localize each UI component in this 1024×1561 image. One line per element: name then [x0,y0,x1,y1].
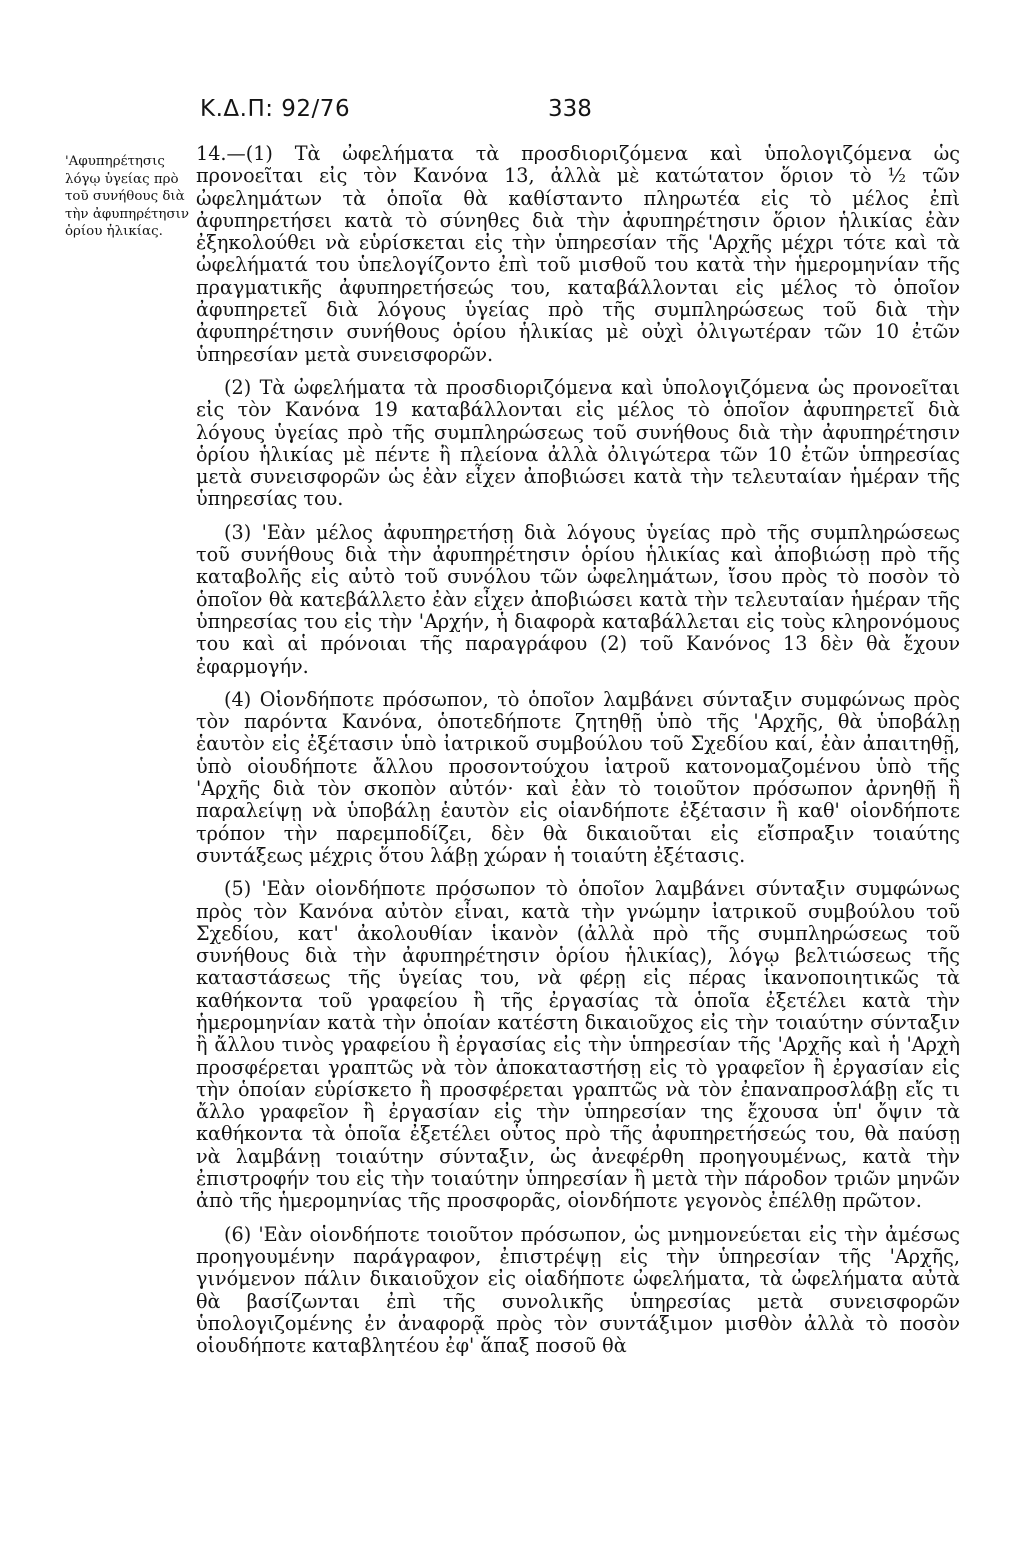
paragraph-2: (2) Τὰ ὠφελήματα τὰ προσδιοριζόμενα καὶ ὑπολογιζόμενα ὡς προνοεῖται εἰς τὸν Κανόνα 19 καταβάλλονται εἰς μέλος τὸ ὁποῖον ἀφυπηρετεῖ διὰ λόγους ὑγείας πρὸ τῆς συμπληρώσεως τοῦ συνήθους διὰ τὴν ἀφυπηρέτησιν ὁρίου ἡλικίας μὲ πέντε ἢ πλείονα ἀλλὰ ὀλιγώτερα τῶν 10 ἐτῶν ὑπηρεσίας μετὰ συνεισφορῶν ὡς ἐὰν εἶχεν ἀποβιώσει κατὰ τὴν τελευταίαν ἡμέραν τῆς ὑπηρεσίας του. [196,375,960,511]
body-text [196,143,960,1368]
page-number: 338 [548,96,592,122]
paragraph-5: (5) 'Εὰν οἱονδήποτε πρόσωπον τὸ ὁποῖον λαμβάνει σύνταξιν συμφώνως πρὸς τὸν Κανόνα αὐτὸν εἶναι, κατὰ τὴν γνώμην ἰατρικοῦ συμβούλου τοῦ Σχεδίου, κατ' ἀκολουθίαν ἱκανὸν (ἀλλὰ πρὸ τῆς συμπληρώσεως τοῦ συνήθους διὰ τὴν ἀφυπηρέτησιν ὁρίου ἡλικίας), λόγῳ βελτιώσεως τῆς καταστάσεως τῆς ὑγείας του, νὰ φέρῃ εἰς πέρας ἱκανοποιητικῶς τὰ καθήκοντα τοῦ γραφείου ἢ τῆς ἐργασίας τὰ ὁποῖα ἐξετέλει κατὰ τὴν ἡμερομηνίαν κατὰ τὴν ὁποίαν κατέστη δικαιοῦχος εἰς τὴν τοιαύτην σύνταξιν ἢ ἄλλου τινὸς γραφείου ἢ ἐργασίας εἰς τὴν ὑπηρεσίαν τῆς 'Αρχῆς καὶ ἡ 'Αρχὴ προσφέρεται γραπτῶς νὰ τὸν ἀποκαταστήσῃ εἰς τὸ γραφεῖον ἢ ἐργασίαν εἰς τὴν ὁποίαν εὑρίσκετο ἢ προσφέρεται γραπτῶς νὰ τὸν ἐπαναπροσλάβῃ εἴς τι ἄλλο γραφεῖον ἢ ἐργασίαν εἰς τὴν ὑπηρεσίαν της ἔχουσα ὑπ' ὄψιν τὰ καθήκοντα τὰ ὁποῖα ἐξετέλει οὗτος πρὸ τῆς ἀφυπηρετήσεώς του, θὰ παύσῃ νὰ λαμβάνῃ τοιαύτην σύνταξιν, ὡς ἀνεφέρθη προηγουμένως, κατὰ τὴν ἐπιστροφήν του εἰς τὴν τοιαύτην ὑπηρεσίαν ἢ μετὰ τὴν πάροδον τριῶν μηνῶν ἀπὸ τῆς ἡμερομηνίας τῆς προσφορᾶς, οἱονδήποτε γεγονὸς ἐπέλθῃ πρῶτον. [196,877,960,1213]
paragraph-1: 14.—(1) Τὰ ὠφελήματα τὰ προσδιοριζόμενα καὶ ὑπολογιζόμενα ὡς προνοεῖται εἰς τὸν Κανόνα 13, ἀλλὰ μὲ κατώτατον ὅριον τὸ ½ τῶν ὠφελημάτων τὰ ὁποῖα θὰ καθίσταντο πληρωτέα εἰς τὸ μέλος ἐπὶ ἀφυπηρετήσει κατὰ τὸ σύνηθες διὰ τὴν ἀφυπηρέτησιν ὅριον ἡλικίας ἐὰν ἐξηκολούθει νὰ εὑρίσκεται εἰς τὴν ὑπηρεσίαν τῆς 'Αρχῆς μέχρι τότε καὶ τὰ ὠφελήματά του ὑπελογίζοντο ἐπὶ τοῦ μισθοῦ του κατὰ τὴν ἡμερομηνίαν τῆς πραγματικῆς ἀφυπηρετήσεώς του, καταβάλλονται εἰς μέλος τὸ ὁποῖον ἀφυπηρετεῖ διὰ λόγους ὑγείας πρὸ τῆς συμπληρώσεως τοῦ διὰ τὴν ἀφυπηρέτησιν συνήθους ὁρίου ἡλικίας μὲ οὐχὶ ὀλιγωτέραν τῶν 10 ἐτῶν ὑπηρεσίαν μετὰ συνεισφορῶν. [196,142,960,366]
paragraph-4: (4) Οἱονδήποτε πρόσωπον, τὸ ὁποῖον λαμβάνει σύνταξιν συμφώνως πρὸς τὸν παρόντα Κανόνα, ὁποτεδήποτε ζητηθῇ ὑπὸ τῆς 'Αρχῆς, θὰ ὑποβάλῃ ἑαυτὸν εἰς ἐξέτασιν ὑπὸ ἰατρικοῦ συμβούλου τοῦ Σχεδίου καί, ἐὰν ἀπαιτηθῇ, ὑπὸ οἱουδήποτε ἄλλου προσοντούχου ἰατροῦ κατονομαζομένου ὑπὸ τῆς 'Αρχῆς διὰ τὸν σκοπὸν αὐτόν· καὶ ἐὰν τὸ τοιοῦτον πρόσωπον ἀρνηθῇ ἢ παραλείψῃ νὰ ὑποβάλῃ ἑαυτὸν εἰς οἱανδήποτε ἐξέτασιν ἢ καθ' οἱονδήποτε τρόπον τὴν παρεμποδίζει, δὲν θὰ δικαιοῦται εἰς εἴσπραξιν τοιαύτης συντάξεως μέχρις ὅτου λάβῃ χώραν ἡ τοιαύτη ἐξέτασις. [196,687,960,867]
margin-note: 'Αφυπηρέτησις λόγῳ ὑγείας πρὸ τοῦ συνήθους διὰ τὴν ἀφυπηρέτησιν ὁρίου ἡλικίας. [65,154,189,240]
paragraph-3: (3) 'Εὰν μέλος ἀφυπηρετήσῃ διὰ λόγους ὑγείας πρὸ τῆς συμπληρώσεως τοῦ συνήθους διὰ τὴν ἀφυπηρέτησιν ὁρίου ἡλικίας καὶ ἀποβιώσῃ πρὸ τῆς καταβολῆς εἰς αὐτὸ τοῦ συνόλου τῶν ὠφελημάτων, ἴσου πρὸς τὸ ποσὸν τὸ ὁποῖον θὰ κατεβάλλετο ἐὰν εἶχεν ἀποβιώσει κατὰ τὴν τελευταίαν ἡμέραν τῆς ὑπηρεσίας του εἰς τὴν 'Αρχήν, ἡ διαφορὰ καταβάλλεται εἰς τοὺς κληρονόμους του καὶ αἱ πρόνοιαι τῆς παραγράφου (2) τοῦ Κανόνος 13 δὲν θὰ ἔχουν ἐφαρμογήν. [196,520,960,678]
paragraph-6: (6) 'Εὰν οἱονδήποτε τοιοῦτον πρόσωπον, ὡς μνημονεύεται εἰς τὴν ἀμέσως προηγουμένην παράγραφον, ἐπιστρέψῃ εἰς τὴν ὑπηρεσίαν τῆς 'Αρχῆς, γινόμενον πάλιν δικαιοῦχον εἰς οἱαδήποτε ὠφελήματα, τὰ ὠφελήματα αὐτὰ θὰ βασίζωνται ἐπὶ τῆς συνολικῆς ὑπηρεσίας μετὰ συνεισφορῶν ὑπολογιζομένης ἐν ἀναφορᾷ πρὸς τὸν συντάξιμον μισθὸν ἀλλὰ τὸ ποσὸν οἱουδήποτε καταβλητέου ἐφ' ἅπαξ ποσοῦ θὰ [196,1222,960,1358]
page-header [196,96,956,136]
document-reference: Κ.Δ.Π: 92/76 [200,96,351,122]
